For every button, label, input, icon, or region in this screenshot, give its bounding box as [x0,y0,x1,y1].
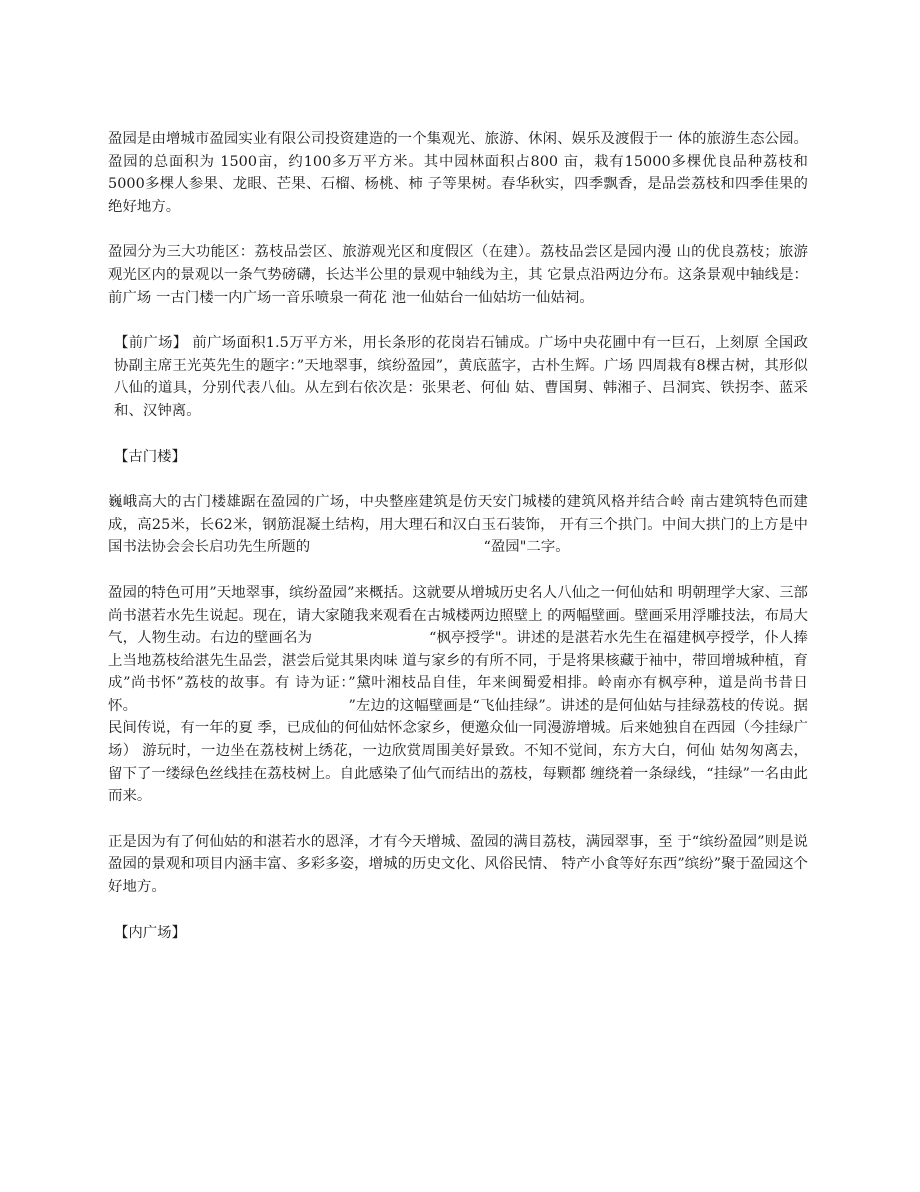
paragraph-ancient-gate: 巍峨高大的古门楼雄踞在盈园的广场，中央整座建筑是仿天安门城楼的建筑风格并结合岭 南古建筑特色而建成，高25米，长62米，钢筋混凝土结构，用大理石和汉白玉石装饰， 开有三个拱门。中间大拱门的上方是中国书法协会会长启功先生所题的 “盈园"二字。 [108,494,808,556]
heading-ancient-gate: 【古门楼】 [114,448,186,465]
paragraph-conclusion: 正是因为有了何仙姑的和湛若水的恩泽，才有今天增城、盈园的满目荔枝，满园翠事，至 于“缤纷盈园”则是说盈园的景观和项目内涵丰富、多彩多姿，增城的历史文化、风俗民情、 特产小食等好东西”缤纷”聚于盈园这个好地方。 [108,833,808,896]
paragraph-murals: 盈园的特色可用”天地翠事，缤纷盈园”来概括。这就要从增城历史名人八仙之一何仙姑和 明朝理学大家、三部尚书湛若水先生说起。现在，请大家随我来观看在古城楼两边照壁上 的两幅壁画。壁画采用浮雕技法，布局大气，人物生动。右边的壁画名为 “枫亭授学"。讲述的是湛若水先生在福建枫亭授学，仆人捧上当地荔枝给湛先生品尝，湛尝后觉其果肉味 道与家乡的有所不同，于是将果核藏于袖中，带回增城种植，育成”尚书怀”荔枝的故事。有 诗为证：”黛叶湘枝品自佳，年来闽蜀爱相排。岭南亦有枫亭种，道是尚书昔日怀。 ”左边的这幅壁画是“飞仙挂绿”。讲述的是何仙姑与挂绿荔枝的传说。据民间传说，有一年的夏 季，已成仙的何仙姑怀念家乡，便邀众仙一同漫游增城。后来她独自在西园（今挂绿广场） 游玩时，一边坐在荔枝树上绣花，一边欣赏周围美好景致。不知不觉间，东方大白，何仙 姑匆匆离去，留下了一缕绿色丝线挂在荔枝树上。自此感染了仙气而结出的荔枝，每颗都 缠绕着一条绿线，“挂绿”一名由此而来。 [108,584,808,805]
heading-inner-square: 【内广场】 [114,924,186,941]
paragraph-functional-areas: 盈园分为三大功能区：荔枝品尝区、旅游观光区和度假区（在建）。荔枝品尝区是园内漫 山的优良荔枝；旅游观光区内的景观以一条气势磅礴，长达半公里的景观中轴线为主，其 它景点沿两边分布。这条景观中轴线是：前广场 一古门楼一内广场一音乐喷泉一荷花 池一仙姑台一仙姑坊一仙姑祠。 [108,244,808,306]
paragraph-front-square: 【前广场】 前广场面积1.5万平方米，用长条形的花岗岩石铺成。广场中央花圃中有一巨石，上刻原 全国政协副主席王光英先生的题字：”天地翠事，缤纷盈园”，黄底蓝字，古朴生辉。广场 四周栽有8棵古树，其形似八仙的道具，分别代表八仙。从左到右依次是：张果老、何仙 姑、曹国舅、韩湘子、吕洞宾、铁拐李、蓝采和、汉钟离。 [114,335,808,419]
document-body [108,128,808,967]
paragraph-intro: 盈园是由增城市盈园实业有限公司投资建造的一个集观光、旅游、休闲、娱乐及渡假于一 体的旅游生态公园。盈园的总面积为 1500亩，约100多万平方米。其中园林面积占800 亩，栽有15000多棵优良品种荔枝和5000多棵人参果、龙眼、芒果、石榴、杨桃、柿 子等果树。春华秋实，四季飘香，是品尝荔枝和四季佳果的绝好地方。 [108,131,808,215]
